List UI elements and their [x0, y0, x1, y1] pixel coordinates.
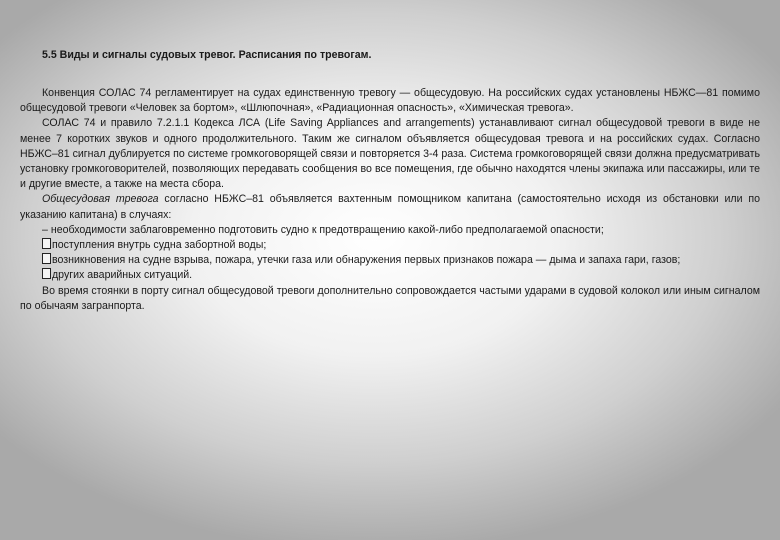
- list-item-text: других аварийных ситуаций.: [52, 269, 193, 282]
- paragraph-general-alarm: [20, 192, 760, 222]
- list-item-fire: [20, 253, 760, 268]
- list-item-water-ingress: [20, 238, 760, 253]
- missing-glyph-icon: [42, 253, 51, 264]
- section-heading: 5.5 Виды и сигналы судовых тревог. Расписания по тревогам.: [42, 49, 372, 61]
- paragraph-solas-convention: Конвенция СОЛАС 74 регламентирует на судах единственную тревогу — общесудовую. На российских судах установлены НБЖС—81 помимо общесудовой тревоги «Человек за бортом», «Шлюпочная», «Радиационная опасность», «Химическая тревога».: [20, 87, 760, 115]
- paragraph-port-signal: Во время стоянки в порту сигнал общесудовой тревоги дополнительно сопровождается частыми ударами в судовой колокол или иным сигналом по обычаям загранпорта.: [20, 284, 760, 312]
- general-alarm-text: согласно НБЖС–81 объявляется вахтенным помощником капитана (самостоятельно исходя из обстановки или по указанию капитана) в случаях:: [20, 193, 760, 221]
- dash-marker: –: [42, 223, 48, 236]
- document-page: [20, 48, 760, 314]
- missing-glyph-icon: [42, 268, 51, 279]
- missing-glyph-icon: [42, 238, 51, 249]
- list-item-text: возникновения на судне взрыва, пожара, утечки газа или обнаружения первых признаков пожара — дыма и запаха гари, газов;: [52, 254, 681, 267]
- general-alarm-term: Общесудовая тревога: [42, 193, 159, 206]
- list-item-text: необходимости заблаговременно подготовить судно к предотвращению какой-либо предполагаемой опасности;: [47, 223, 604, 236]
- paragraph-alarm-signal: СОЛАС 74 и правило 7.2.1.1 Кодекса ЛСА (Life Saving Appliances and arrangements) устанавливают сигнал общесудовой тревоги в виде не менее 7 коротких звуков и одного продолжительного. Таким же сигналом объявляется общесудовая тревога и на российских судах. Согласно НБЖС–81 сигнал дублируется по системе громкоговорящей связи и повторяется 3-4 раза. Система громкоговорящей связи должна предусматривать установку громкоговорителей, позволяющих передавать сообщения во все помещения, где обычно находятся члены экипажа или пассажиры, или те и другие вместе, а также на места сбора.: [20, 117, 760, 191]
- list-item-other-emergencies: [20, 268, 760, 283]
- list-item-text: поступления внутрь судна забортной воды;: [52, 239, 267, 252]
- list-item-prepare: [20, 223, 760, 238]
